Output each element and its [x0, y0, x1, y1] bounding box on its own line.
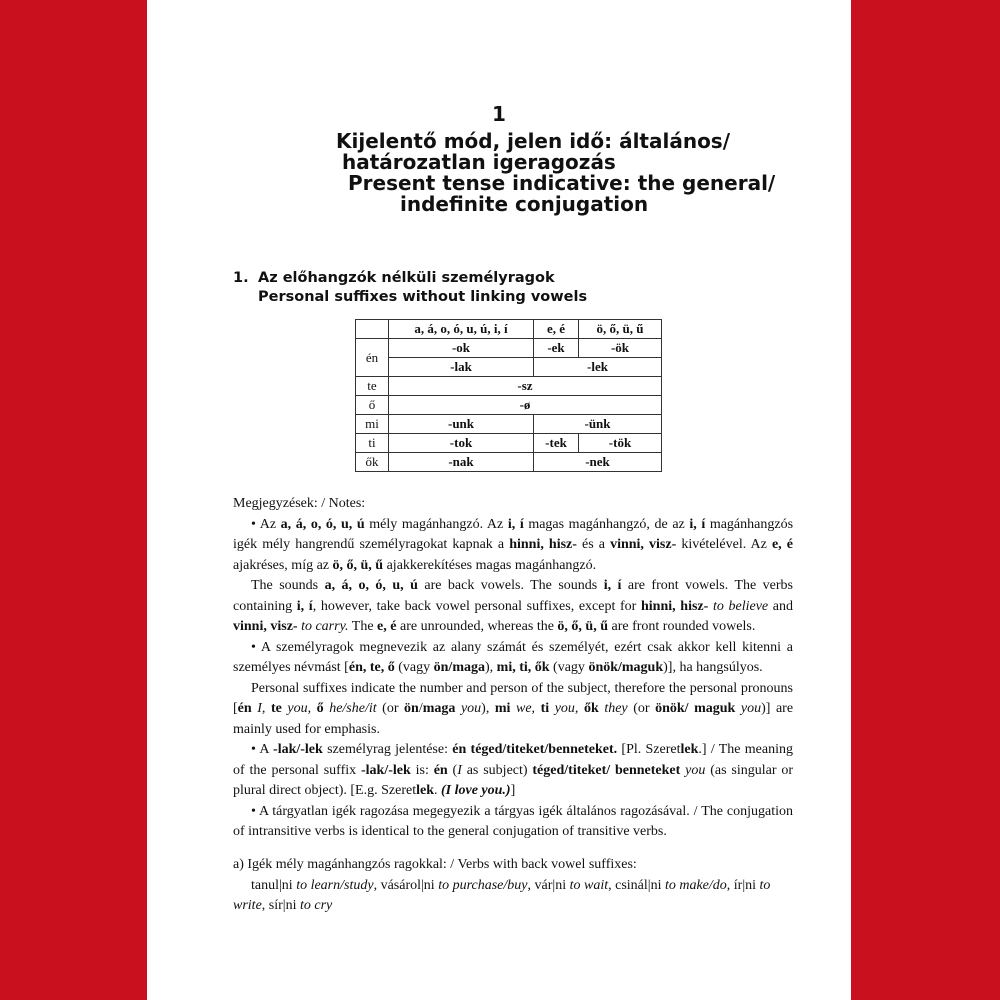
note-pronouns-hu: • A személyragok megnevezik az alany számát és személyét, ezért csak akkor kell kitenni a személyes névmást [én, te, ő (vagy ön/maga), mi, ti, ők (vagy önök/maguk)], ha hangsúlyos.: [233, 639, 793, 675]
note-lak-lek: • A -lak/-lek személyrag jelentése: én téged/titeket/benneteket. [Pl. Szeretlek.] / The meaning of the personal suffix -lak/-lek is: én (I as subject) téged/titeket/ benneteket you (as singular or plural direct object). [E.g. Szeretlek. (I love you.)]: [233, 742, 793, 798]
table-row: [356, 434, 662, 453]
cell-te: -sz: [389, 377, 662, 396]
pronoun-en: én: [356, 339, 389, 377]
cell-en-lak: -lak: [389, 358, 534, 377]
cell-mi-back: -unk: [389, 415, 534, 434]
table-corner-cell: [356, 320, 389, 339]
cell-o: -ø: [389, 396, 662, 415]
section-title-hu: Az előhangzók nélküli személyragok: [258, 270, 555, 286]
table-row: [356, 358, 662, 377]
pronoun-ok: ők: [356, 453, 389, 472]
table-row: [356, 377, 662, 396]
cell-en-lek: -lek: [534, 358, 662, 377]
note-vowels-en: The sounds a, á, o, ó, u, ú are back vowels. The sounds i, í are front vowels. The verbs containing i, í, however, take back vowel personal suffixes, except for hinni, hisz- to believe and vinni, visz- to carry. The e, é are unrounded, whereas the ö, ő, ü, ű are front rounded vowels.: [233, 578, 794, 634]
cell-ti-rounded: -tök: [579, 434, 662, 453]
section-a: [233, 855, 793, 917]
cell-en-rounded: -ök: [579, 339, 662, 358]
cell-mi-front: -ünk: [534, 415, 662, 434]
section-a-examples: tanul|ni to learn/study, vásárol|ni to purchase/buy, vár|ni to wait, csinál|ni to make/do, ír|ni to write, sír|ni to cry: [233, 877, 771, 913]
section-a-heading: a) Igék mély magánhangzós ragokkal: / Verbs with back vowel suffixes:: [233, 857, 637, 872]
notes-heading: Megjegyzések: / Notes:: [233, 496, 366, 511]
table-row: [356, 415, 662, 434]
cell-en-back: -ok: [389, 339, 534, 358]
table-row: [356, 320, 662, 339]
suffix-table: [355, 319, 662, 472]
header-front-rounded: ö, ő, ü, ű: [579, 320, 662, 339]
chapter-title-line-2: határozatlan igeragozás: [342, 150, 616, 174]
header-back-vowels: a, á, o, ó, u, ú, i, í: [389, 320, 534, 339]
table-row: [356, 339, 662, 358]
chapter-number: 1: [492, 102, 506, 126]
note-intransitive: • A tárgyatlan igék ragozása megegyezik a tárgyas igék általános ragozásával. / The conjugation of intransitive verbs is identical to the general conjugation of transitive verbs.: [233, 803, 793, 839]
table-row: [356, 396, 662, 415]
cell-ok-back: -nak: [389, 453, 534, 472]
chapter-title-line-4: indefinite conjugation: [400, 192, 649, 216]
cell-en-unrounded: -ek: [534, 339, 579, 358]
table-row: [356, 453, 662, 472]
book-page: [147, 0, 851, 1000]
chapter-title-line-3: Present tense indicative: the general/: [348, 171, 776, 195]
chapter-title-line-1: Kijelentő mód, jelen idő: általános/: [336, 129, 731, 153]
section-number: 1.: [233, 270, 249, 286]
cell-ok-front: -nek: [534, 453, 662, 472]
note-vowels-hu: • Az a, á, o, ó, u, ú mély magánhangzó. Az i, í magas magánhangzó, de az i, í magánhangzós igék mély hangrendű személyragokat kapnak a hinni, hisz- és a vinni, visz- kivételével. Az e, é ajakréses, míg az ö, ő, ü, ű ajakkerekítéses magas magánhangzó.: [233, 516, 794, 573]
pronoun-te: te: [356, 377, 389, 396]
cell-ti-unrounded: -tek: [534, 434, 579, 453]
pronoun-mi: mi: [356, 415, 389, 434]
pronoun-o: ő: [356, 396, 389, 415]
header-front-unrounded: e, é: [534, 320, 579, 339]
cell-ti-back: -tok: [389, 434, 534, 453]
notes-block: [233, 494, 793, 843]
note-pronouns-en: Personal suffixes indicate the number and person of the subject, therefore the personal pronouns [én I, te you, ő he/she/it (or ön/maga you), mi we, ti you, ők they (or önök/ maguk you)] are mainly used for emphasis.: [233, 680, 794, 737]
section-title-en: Personal suffixes without linking vowels: [258, 289, 588, 305]
pronoun-ti: ti: [356, 434, 389, 453]
